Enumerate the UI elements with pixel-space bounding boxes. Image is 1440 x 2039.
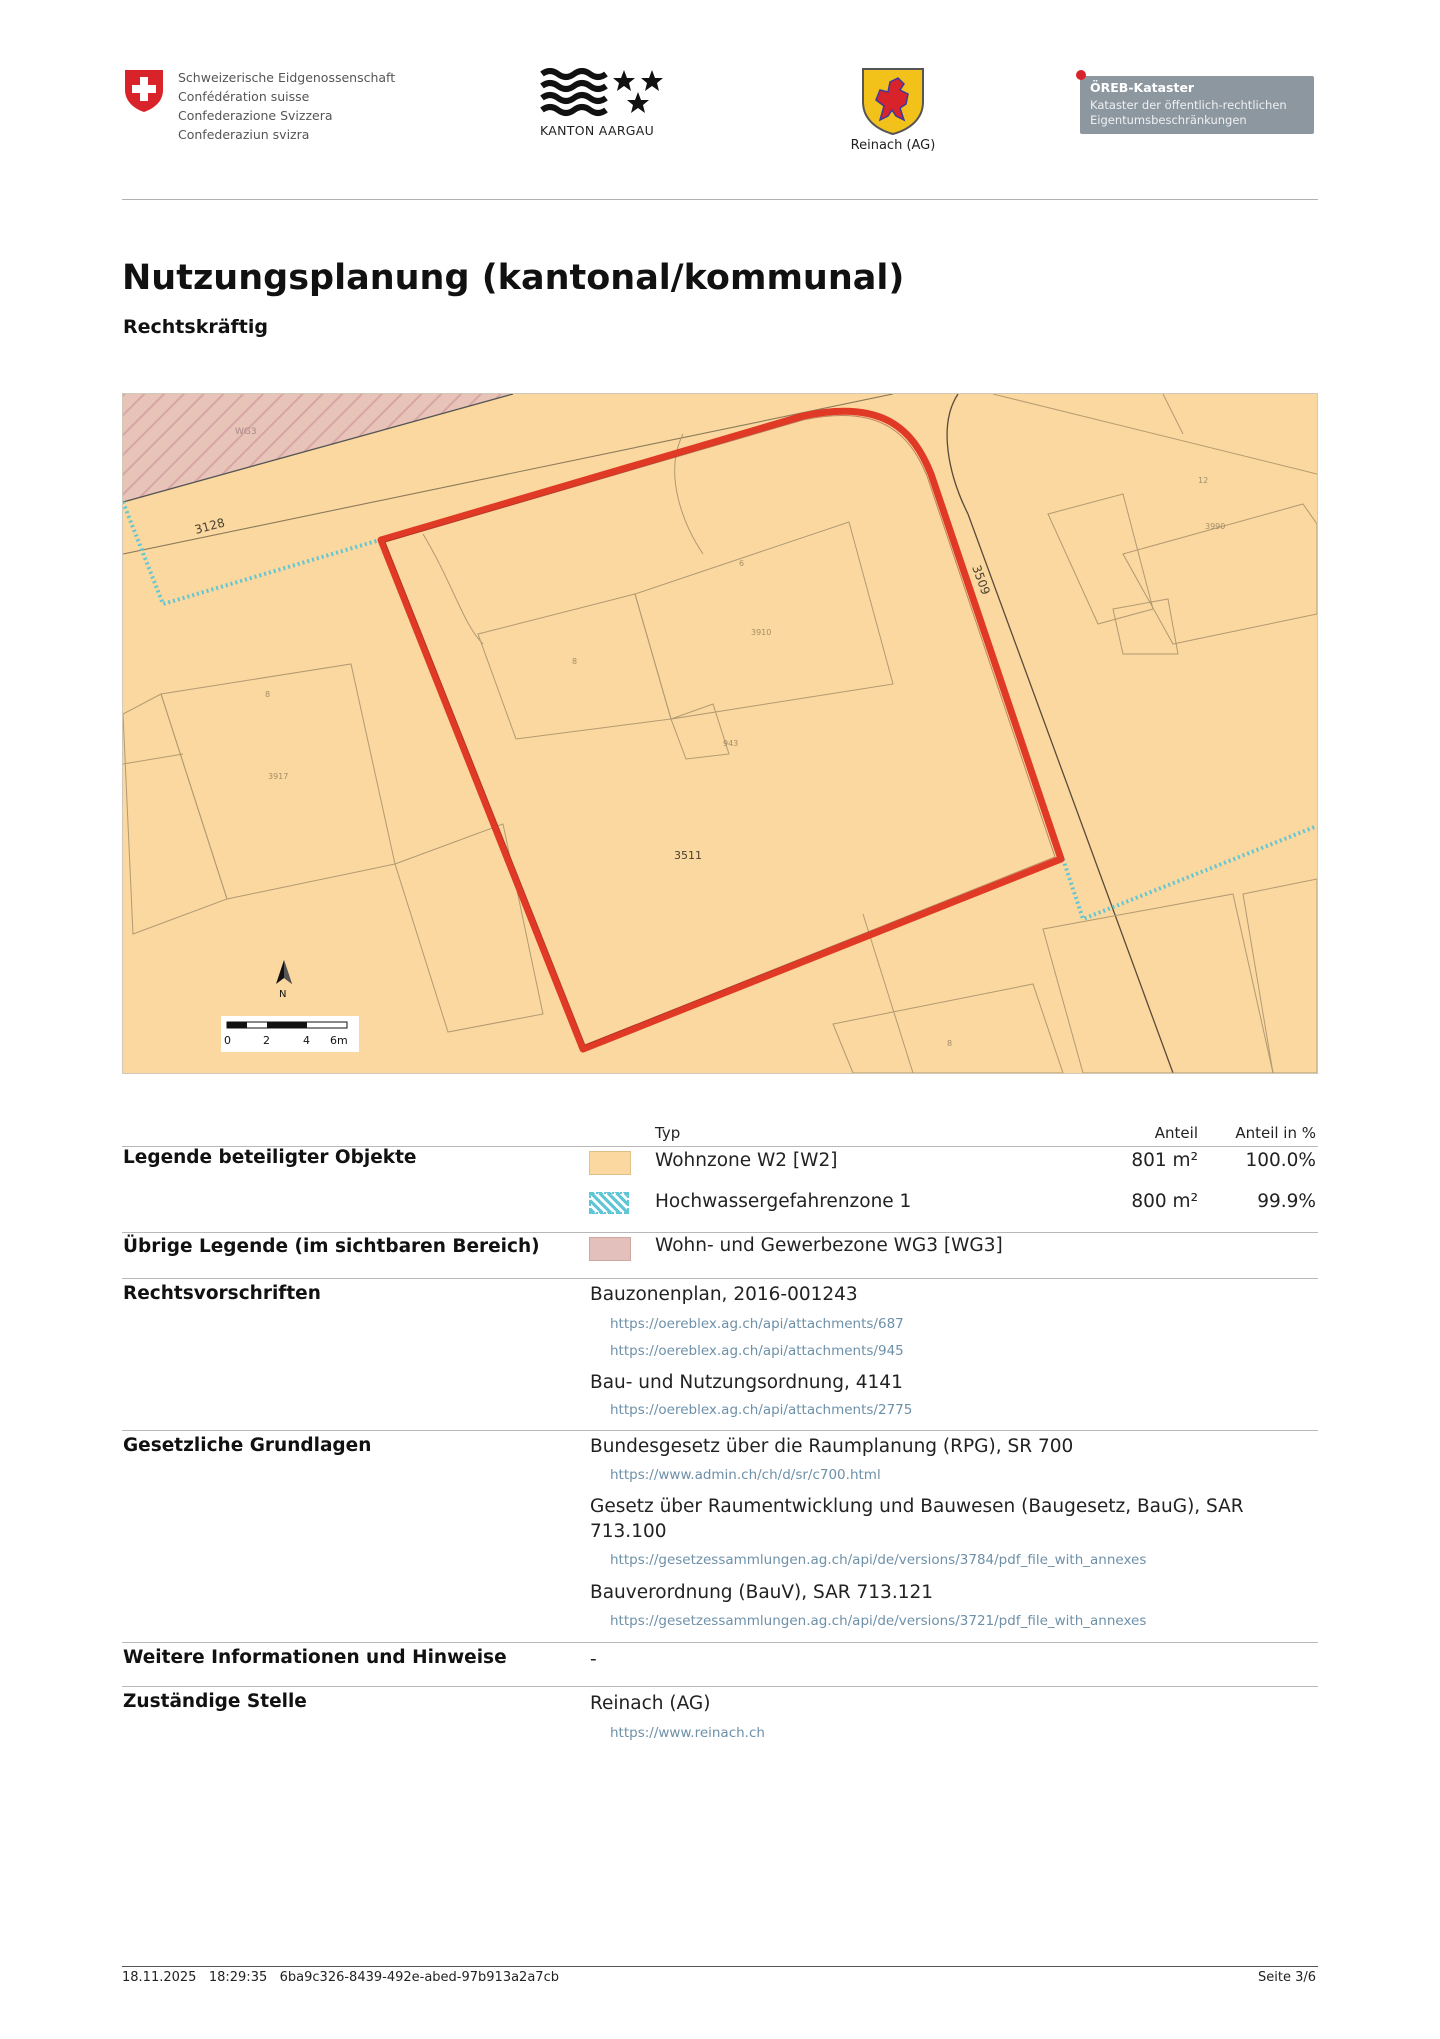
- wg3-label: WG3: [235, 427, 257, 437]
- north-arrow-icon: [276, 960, 292, 1000]
- rechtsvorschrift-link-945[interactable]: https://oereblex.ag.ch/api/attachments/945: [610, 1343, 904, 1359]
- swiss-confederation-logo: [122, 68, 542, 148]
- footer-meta: [122, 1970, 559, 1985]
- divider: [122, 1642, 1318, 1643]
- weitere-informationen-value: -: [590, 1649, 597, 1670]
- aargau-waves-stars-icon: [540, 68, 670, 118]
- legend-row-wohnzone-typ: Wohnzone W2 [W2]: [655, 1150, 838, 1171]
- road-line-right-east: [993, 394, 1317, 474]
- zustaendige-stelle-value: Reinach (AG): [590, 1693, 711, 1714]
- legend-row-hochwasser-pct: 99.9%: [1257, 1191, 1316, 1212]
- parcel-label-3509: 3509: [969, 563, 993, 597]
- zoning-map-canvas: [123, 394, 1317, 1073]
- legend-row-hochwasser-typ: Hochwassergefahrenzone 1: [655, 1191, 912, 1212]
- footer-date: 18.11.2025: [122, 1970, 197, 1985]
- legend-beteiligte-label: Legende beteiligter Objekte: [123, 1147, 417, 1168]
- divider: [122, 1232, 1318, 1233]
- svg-text:6: 6: [739, 559, 745, 568]
- header-divider: [122, 199, 1318, 200]
- scale-label-2: 2: [263, 1034, 270, 1047]
- svg-text:12: 12: [1198, 476, 1209, 485]
- svg-text:8: 8: [572, 657, 578, 666]
- weitere-informationen-label: Weitere Informationen und Hinweise: [123, 1647, 507, 1668]
- hochwasser-line-left: [123, 502, 383, 604]
- cadastral-lines: [123, 394, 1317, 1073]
- confederation-line-de: Schweizerische Eidgenossenschaft: [178, 70, 396, 85]
- swatch-hochwasser: [589, 1192, 629, 1214]
- oereb-subtitle: [1090, 98, 1287, 128]
- svg-text:943: 943: [723, 739, 739, 748]
- north-arrow-label: N: [279, 989, 287, 1000]
- column-header-anteil-pct: Anteil in %: [1235, 1124, 1316, 1142]
- divider: [122, 1278, 1318, 1279]
- legend-row-wohnzone-pct: 100.0%: [1245, 1150, 1316, 1171]
- swatch-wohnzone-w2: [589, 1151, 631, 1175]
- column-header-anteil: Anteil: [1154, 1124, 1198, 1142]
- rechtsvorschriften-label: Rechtsvorschriften: [123, 1283, 321, 1304]
- zoning-map[interactable]: [122, 393, 1318, 1074]
- gesetz-baug-link[interactable]: https://gesetzessammlungen.ag.ch/api/de/versions/3784/pdf_file_with_annexes: [610, 1552, 1147, 1568]
- parcel-label-3128: 3128: [193, 515, 227, 537]
- rechtsvorschrift-bno: Bau- und Nutzungsordnung, 4141: [590, 1372, 903, 1393]
- parcel-label-3511: 3511: [674, 849, 702, 862]
- gesetz-bauv-link[interactable]: https://gesetzessammlungen.ag.ch/api/de/versions/3721/pdf_file_with_annexes: [610, 1613, 1147, 1629]
- svg-text:3910: 3910: [751, 628, 772, 637]
- swiss-shield-icon: [122, 68, 166, 114]
- road-line-right-west: [947, 394, 1173, 1073]
- footer-page-number: Seite 3/6: [1257, 1970, 1316, 1985]
- oereb-subtitle-line-1: Kataster der öffentlich-rechtlichen: [1090, 98, 1287, 112]
- footer-divider: [122, 1966, 1318, 1967]
- reinach-caption: Reinach (AG): [850, 138, 936, 153]
- footer-time: 18:29:35: [208, 1970, 268, 1985]
- confederation-line-it: Confederazione Svizzera: [178, 108, 333, 123]
- legend-uebrige-label: Übrige Legende (im sichtbaren Bereich): [123, 1236, 540, 1257]
- divider: [122, 1430, 1318, 1431]
- swatch-wg3: [589, 1237, 631, 1261]
- oereb-title: ÖREB-Kataster: [1090, 80, 1195, 95]
- hochwasser-line-right: [1063, 826, 1317, 919]
- zustaendige-stelle-label: Zuständige Stelle: [123, 1691, 307, 1712]
- confederation-line-fr: Confédération suisse: [178, 89, 310, 104]
- rechtsvorschrift-bauzonenplan: Bauzonenplan, 2016-001243: [590, 1284, 858, 1305]
- page-title: Nutzungsplanung (kantonal/kommunal): [122, 258, 905, 298]
- svg-text:3990: 3990: [1205, 522, 1226, 531]
- page-subtitle: Rechtskräftig: [123, 316, 268, 338]
- oereb-subtitle-line-2: Eigentumsbeschränkungen: [1090, 113, 1247, 127]
- gesetz-bauv: Bauverordnung (BauV), SAR 713.121: [590, 1582, 934, 1603]
- reinach-coat-of-arms: [838, 66, 948, 160]
- house-numbers: [265, 476, 1225, 1048]
- oereb-pin-icon: [1076, 70, 1086, 80]
- column-header-typ: Typ: [655, 1124, 681, 1142]
- scale-bar: [221, 1016, 359, 1052]
- scale-label-0: 0: [224, 1034, 231, 1047]
- legend-uebrige-typ: Wohn- und Gewerbezone WG3 [WG3]: [655, 1235, 1003, 1256]
- gesetz-baug: Gesetz über Raumentwicklung und Bauwesen (Baugesetz, BauG), SAR 713.100: [590, 1496, 1244, 1542]
- svg-text:3917: 3917: [268, 772, 289, 781]
- svg-text:8: 8: [947, 1039, 953, 1048]
- svg-text:8: 8: [265, 690, 271, 699]
- gesetzliche-grundlagen-label: Gesetzliche Grundlagen: [123, 1435, 372, 1456]
- rechtsvorschrift-link-2775[interactable]: https://oereblex.ag.ch/api/attachments/2775: [610, 1402, 913, 1418]
- divider: [122, 1686, 1318, 1687]
- scale-label-6m: 6m: [330, 1034, 348, 1047]
- rechtsvorschrift-link-687[interactable]: https://oereblex.ag.ch/api/attachments/687: [610, 1316, 904, 1332]
- scale-label-4: 4: [303, 1034, 310, 1047]
- aargau-caption: KANTON AARGAU: [540, 123, 655, 138]
- legend-row-wohnzone-anteil: 801 m²: [1131, 1150, 1198, 1171]
- kanton-aargau-logo: [540, 68, 680, 148]
- gesetz-rpg-link[interactable]: https://www.admin.ch/ch/d/sr/c700.html: [610, 1467, 881, 1483]
- gesetz-rpg: Bundesgesetz über die Raumplanung (RPG), SR 700: [590, 1436, 1074, 1457]
- footer-document-id: 6ba9c326-8439-492e-abed-97b913a2a7cb: [279, 1970, 559, 1985]
- zustaendige-stelle-link[interactable]: https://www.reinach.ch: [610, 1725, 765, 1741]
- oereb-kataster-logo: [1080, 70, 1316, 136]
- reinach-lion-shield-icon: [860, 66, 926, 136]
- legend-row-hochwasser-anteil: 800 m²: [1131, 1191, 1198, 1212]
- confederation-line-rm: Confederaziun svizra: [178, 127, 310, 142]
